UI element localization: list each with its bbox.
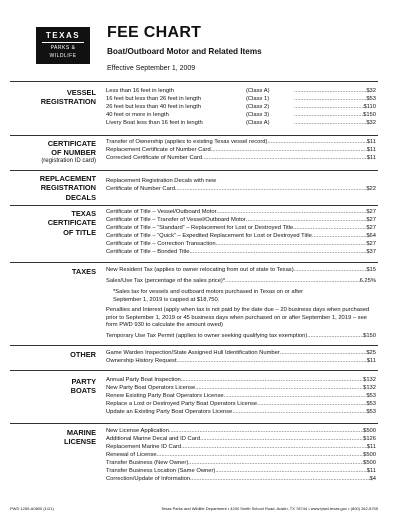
leader-dots xyxy=(217,209,367,217)
fee-description: Certificate of Number Card xyxy=(106,185,175,192)
section-divider xyxy=(10,135,378,136)
fee-description: Renewal of License xyxy=(106,451,157,458)
fee-description: New Party Boat Operators License xyxy=(106,384,196,391)
fee-description: Update an Existing Party Boat Operators License xyxy=(106,408,233,415)
fee-description: Certificate of Title – “Standard” – Replacement for Lost or Destroyed Title xyxy=(106,224,294,231)
fee-row xyxy=(106,241,376,249)
leader-dots xyxy=(157,452,364,460)
fee-price: $150 xyxy=(363,111,376,118)
tpwd-logo xyxy=(36,27,90,64)
fee-price: $150 xyxy=(363,332,376,339)
fee-description: Annual Party Boat Inspection xyxy=(106,377,181,383)
fee-price: $11 xyxy=(366,357,376,364)
fee-price: $110 xyxy=(363,103,376,110)
label-line: LICENSE xyxy=(63,437,96,447)
fee-description: Certificate of Title – Correction Transaction xyxy=(106,240,216,247)
leader-dots xyxy=(280,350,367,358)
fee-description: Transfer of Ownership (applies to existing Texas vessel record) xyxy=(106,139,268,145)
section-label xyxy=(10,350,96,359)
section-divider xyxy=(10,81,378,82)
label-subtext: (registration ID card) xyxy=(41,157,96,164)
leader-dots xyxy=(190,476,369,484)
label-line: REPLACEMENT xyxy=(39,174,96,183)
fee-description: Renew Existing Party Boat Operators License xyxy=(106,392,224,399)
fee-price: $11 xyxy=(366,154,376,161)
fee-row xyxy=(106,428,376,436)
label-line: REGISTRATION xyxy=(40,183,96,193)
leader-dots xyxy=(188,460,363,468)
fee-class: (Class 2) xyxy=(246,103,270,110)
leader-dots xyxy=(216,241,367,249)
fee-price: $27 xyxy=(366,209,376,215)
fee-row xyxy=(106,209,376,217)
leader-dots xyxy=(195,385,363,393)
fee-description: Ownership History Request xyxy=(106,357,177,364)
fee-price: $37 xyxy=(366,248,376,255)
fee-description: Replacement Certificate of Number Card xyxy=(106,146,211,153)
fee-price: 6.25% xyxy=(359,277,376,284)
fee-row xyxy=(106,96,376,104)
fee-description: Additional Marine Decal and ID Card xyxy=(106,435,201,442)
fee-price: $500 xyxy=(363,451,376,458)
leader-dots xyxy=(294,267,367,275)
logo-line-3: WILDLIFE xyxy=(49,53,77,59)
fee-row xyxy=(106,120,376,128)
leader-dots xyxy=(177,358,367,366)
fee-price: $4 xyxy=(369,475,376,482)
fee-description: Correction/Update of Information xyxy=(106,475,191,482)
page-subtitle: Boat/Outboard Motor and Related Items xyxy=(107,47,262,56)
fee-description: Sales/Use Tax (percentage of the sales price)* xyxy=(106,277,226,284)
leader-dots xyxy=(294,112,363,120)
label-line: VESSEL xyxy=(66,88,96,97)
fee-row xyxy=(106,350,376,358)
fee-price: $500 xyxy=(363,428,376,434)
section-label xyxy=(10,377,96,396)
fee-description: 16 feet but less than 26 feet in length xyxy=(106,95,202,102)
fee-price: $32 xyxy=(366,119,376,126)
fee-description: 26 feet but less than 40 feet in length xyxy=(106,103,202,110)
fee-price: $11 xyxy=(366,146,376,153)
fee-row xyxy=(106,401,376,409)
leader-dots xyxy=(175,186,366,194)
fee-list xyxy=(106,209,376,257)
leader-dots xyxy=(294,88,366,96)
label-line: OF NUMBER xyxy=(51,148,96,158)
fee-row xyxy=(106,452,376,460)
section-label xyxy=(10,209,96,237)
fee-list xyxy=(106,350,376,366)
fee-description: Corrected Certificate of Number Card xyxy=(106,154,203,161)
fee-description: 40 feet or more in length xyxy=(106,111,169,118)
fee-price: $53 xyxy=(366,392,376,399)
fee-description: Temporary Use Tax Permit (applies to owner seeking qualifying tax exemption) xyxy=(106,332,308,339)
logo-line-2: PARKS & xyxy=(50,45,76,51)
fee-description: New License Application xyxy=(106,428,169,434)
section-divider xyxy=(10,205,378,206)
leader-dots xyxy=(181,444,367,452)
fee-list xyxy=(106,139,376,163)
fee-row xyxy=(106,377,376,385)
fee-description: Certificate of Title – Transfer of Vessel/Outboard Motor xyxy=(106,216,246,223)
fee-row xyxy=(106,104,376,112)
fee-price: $64 xyxy=(366,232,376,239)
fee-row xyxy=(106,468,376,476)
fee-price: $27 xyxy=(366,224,376,231)
fee-price: $27 xyxy=(366,216,376,223)
fee-row xyxy=(106,155,376,163)
fee-price: $11 xyxy=(366,443,376,450)
fee-description: Certificate of Title – Vessel/Outboard Motor xyxy=(106,209,217,215)
section-divider xyxy=(10,170,378,171)
fee-row xyxy=(106,444,376,452)
section-label xyxy=(10,88,96,107)
leader-dots xyxy=(189,249,366,257)
fee-description: Replacement Marine ID Card xyxy=(106,443,182,450)
fee-description: Transfer Business (New Owner) xyxy=(106,459,189,466)
fee-row xyxy=(106,385,376,393)
section-divider xyxy=(10,423,378,424)
label-line: OF TITLE xyxy=(63,227,96,237)
leader-dots xyxy=(202,155,367,163)
label-line: DECALS xyxy=(65,192,96,202)
fee-description: Certificate of Title – “Quick” – Expedited Replacement for Lost or Destroyed Title xyxy=(106,232,312,239)
fee-price: $53 xyxy=(366,408,376,415)
leader-dots xyxy=(293,225,366,233)
fee-price: $25 xyxy=(366,350,376,356)
fee-list xyxy=(106,377,376,417)
fee-description: Replacement Registration Decals with new xyxy=(106,178,217,184)
page-footer xyxy=(10,506,378,511)
fee-row xyxy=(106,358,376,366)
fee-price: $32 xyxy=(366,88,376,94)
fee-price: $15 xyxy=(366,267,376,273)
page-title: FEE CHART xyxy=(107,24,202,41)
label-line: CERTIFICATE xyxy=(47,139,96,148)
section-divider xyxy=(10,370,378,371)
fee-price: $11 xyxy=(366,467,376,474)
fee-row xyxy=(106,147,376,155)
fee-list xyxy=(106,267,376,341)
leader-dots xyxy=(294,120,366,128)
label-line: TAXES xyxy=(71,267,96,276)
agency-contact: Texas Parks and Wildlife Department • 4200 Smith School Road, Austin, TX 78744 • www.tpwd.texas.gov • (800) 262-8755 xyxy=(161,506,378,511)
fee-row xyxy=(106,393,376,401)
fee-price: $11 xyxy=(366,139,376,145)
section-label xyxy=(10,139,96,165)
leader-dots xyxy=(215,468,366,476)
fee-description: Livery Boat less than 16 feet in length xyxy=(106,119,203,126)
fee-row xyxy=(106,409,376,417)
fee-row xyxy=(106,267,376,275)
fee-class: (Class 3) xyxy=(246,111,270,118)
fee-description: Transfer Business Location (Same Owner) xyxy=(106,467,216,474)
section-divider xyxy=(10,262,378,263)
label-line: REGISTRATION xyxy=(40,97,96,107)
fee-list xyxy=(106,428,376,484)
fee-class: (Class A) xyxy=(246,88,270,94)
fee-row xyxy=(106,186,376,194)
fee-row xyxy=(106,225,376,233)
fee-description: Less than 16 feet in length xyxy=(106,88,175,94)
leader-dots xyxy=(294,104,364,112)
label-line: PARTY xyxy=(71,377,96,386)
leader-dots xyxy=(312,233,366,241)
fee-row xyxy=(106,278,376,286)
label-line: MARINE xyxy=(66,428,96,437)
leader-dots xyxy=(224,393,367,401)
fee-row xyxy=(106,460,376,468)
fee-class: (Class 1) xyxy=(246,95,270,102)
penalties-text: Penalties and Interest (apply when tax is not paid by the date due – 20 business days when purchased prior to September 1, 2019 or 45 business days when purchased on or after September 1, 2019 – see form PWD 930 to calculate the amount owed) xyxy=(106,307,370,329)
leader-dots xyxy=(307,333,363,341)
logo-rule xyxy=(42,42,84,43)
fee-price: $132 xyxy=(363,377,376,383)
fee-row xyxy=(106,88,376,96)
section-label xyxy=(10,267,96,276)
fee-price: $53 xyxy=(366,95,376,102)
leader-dots xyxy=(169,428,363,436)
section-label xyxy=(10,174,96,202)
logo-line-1: TEXAS xyxy=(45,31,81,40)
fee-row xyxy=(106,139,376,147)
fee-row xyxy=(106,112,376,120)
leader-dots xyxy=(246,217,366,225)
fee-row xyxy=(106,333,376,341)
fee-price: $500 xyxy=(363,459,376,466)
leader-dots xyxy=(294,96,366,104)
fee-row xyxy=(106,233,376,241)
leader-dots xyxy=(200,436,363,444)
section-divider xyxy=(10,345,378,346)
section-label xyxy=(10,428,96,447)
fee-description: New Resident Tax (applies to owner relocating from out of state to Texas) xyxy=(106,267,294,273)
label-line: TEXAS xyxy=(71,209,96,218)
leader-dots xyxy=(211,147,367,155)
leader-dots xyxy=(232,409,366,417)
label-line: OTHER xyxy=(70,350,96,359)
fee-list xyxy=(106,88,376,128)
effective-date: Effective September 1, 2009 xyxy=(107,65,196,72)
leader-dots xyxy=(267,139,366,147)
fee-class: (Class A) xyxy=(246,119,270,126)
fee-price: $132 xyxy=(363,384,376,391)
label-line: CERTIFICATE xyxy=(47,218,96,228)
fee-description: Replace a Lost or Destroyed Party Boat Operators License xyxy=(106,400,258,407)
label-line: BOATS xyxy=(70,386,96,396)
leader-dots xyxy=(181,377,363,385)
form-number: PWD 1259-A0800 (1/21) xyxy=(10,506,54,511)
fee-row xyxy=(106,217,376,225)
fee-row xyxy=(106,249,376,257)
fee-description: Game Warden Inspection/State Assigned Hull Identification Number xyxy=(106,350,280,356)
fee-price: $53 xyxy=(366,400,376,407)
sales-tax-note: *Sales tax for vessels and outboard motors purchased in Texas on or after September 1, 2019 is capped at $18,750. xyxy=(113,288,304,303)
fee-row xyxy=(106,436,376,444)
leader-dots xyxy=(225,278,359,286)
fee-price: $27 xyxy=(366,240,376,247)
fee-price: $22 xyxy=(366,185,376,192)
fee-list xyxy=(106,178,376,194)
leader-dots xyxy=(257,401,366,409)
fee-price: $126 xyxy=(363,435,376,442)
fee-row xyxy=(106,476,376,484)
fee-description: Certificate of Title – Bonded Title xyxy=(106,248,190,255)
